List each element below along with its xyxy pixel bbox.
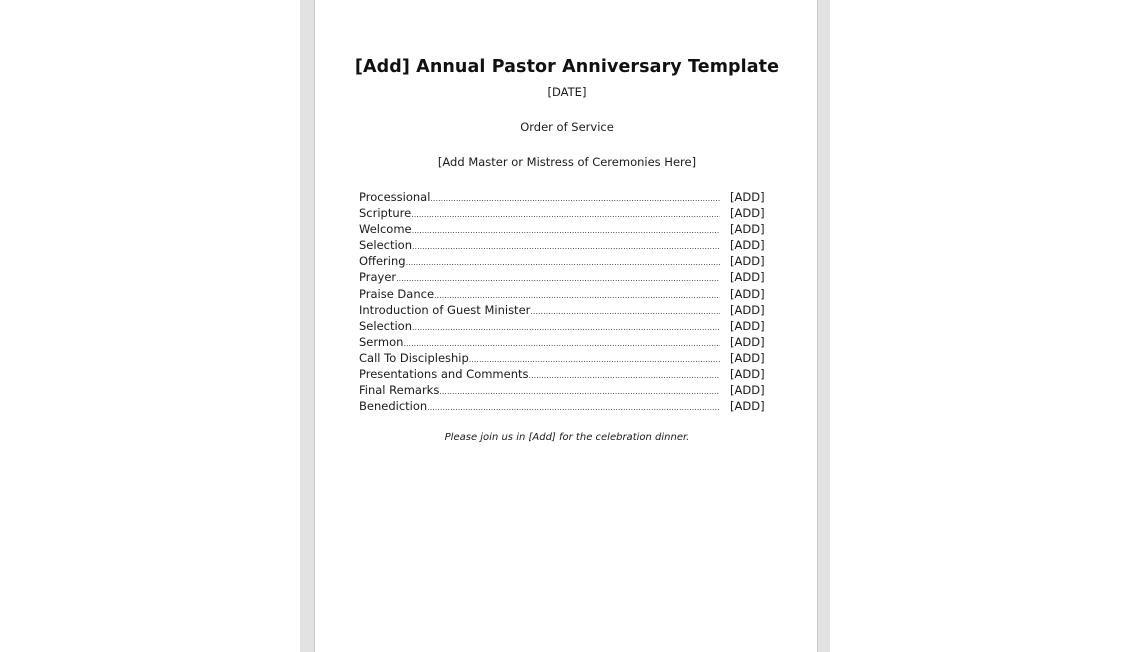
program-list [359, 190, 765, 415]
page-gutter-left [300, 0, 314, 652]
dot-leader [529, 367, 721, 381]
dot-leader [396, 270, 720, 284]
program-item-label: Welcome [359, 222, 412, 237]
closing-note: Please join us in [Add] for the celebration dinner. [444, 432, 690, 443]
program-item-value: [ADD] [730, 383, 765, 398]
program-item [359, 399, 765, 415]
dot-leader [434, 287, 720, 301]
program-item [359, 206, 765, 222]
program-item-value: [ADD] [730, 222, 765, 237]
program-item-value: [ADD] [730, 206, 765, 221]
program-item [359, 254, 765, 270]
program-item-label: Sermon [359, 334, 404, 349]
program-item-value: [ADD] [730, 350, 765, 365]
service-date: [DATE] [547, 85, 587, 99]
program-item-label: Selection [359, 238, 412, 253]
program-item [359, 383, 765, 399]
program-item-label: Selection [359, 318, 412, 333]
program-item-label: Prayer [359, 270, 397, 285]
dot-leader [412, 222, 720, 236]
dot-leader [427, 399, 720, 413]
program-item-value: [ADD] [730, 270, 765, 285]
program-item-value: [ADD] [730, 190, 765, 204]
program-item-label: Introduction of Guest Minister [359, 302, 531, 317]
program-item-value: [ADD] [730, 286, 765, 301]
order-of-service-heading: Order of Service [520, 120, 614, 134]
master-of-ceremonies: [Add Master or Mistress of Ceremonies Here] [437, 155, 697, 169]
program-item-value: [ADD] [730, 399, 765, 414]
program-item [359, 350, 765, 367]
program-item-value: [ADD] [730, 238, 765, 253]
dot-leader [439, 383, 720, 397]
program-item [359, 318, 765, 335]
program-item-label: Presentations and Comments [359, 367, 529, 382]
dot-leader [411, 206, 720, 220]
program-item-label: Processional [359, 190, 431, 204]
dot-leader [412, 238, 720, 252]
program-item-value: [ADD] [730, 334, 765, 349]
program-item-value: [ADD] [730, 367, 765, 382]
dot-leader [530, 303, 720, 317]
page-gutter-right [818, 0, 830, 652]
dot-leader [403, 335, 720, 349]
program-item-value: [ADD] [730, 318, 765, 333]
dot-leader [469, 351, 720, 365]
document-title: [Add] Annual Pastor Anniversary Template [354, 57, 780, 77]
program-item-label: Final Remarks [359, 383, 440, 398]
program-item-label: Benediction [359, 399, 428, 414]
program-item [359, 302, 765, 319]
program-item-value: [ADD] [730, 254, 765, 269]
program-item [359, 222, 765, 238]
program-item-label: Praise Dance [359, 286, 435, 301]
program-item-label: Scripture [359, 206, 412, 221]
dot-leader [430, 190, 720, 204]
document-page[interactable] [314, 0, 818, 652]
program-item-label: Offering [359, 254, 406, 269]
program-item-label: Call To Discipleship [359, 350, 469, 365]
program-item [359, 270, 765, 286]
program-item [359, 334, 765, 351]
program-item [359, 367, 765, 383]
dot-leader [406, 254, 720, 268]
program-item-value: [ADD] [730, 302, 765, 317]
dot-leader [412, 319, 720, 333]
program-item [359, 286, 765, 303]
program-item [359, 190, 765, 206]
program-item [359, 238, 765, 254]
